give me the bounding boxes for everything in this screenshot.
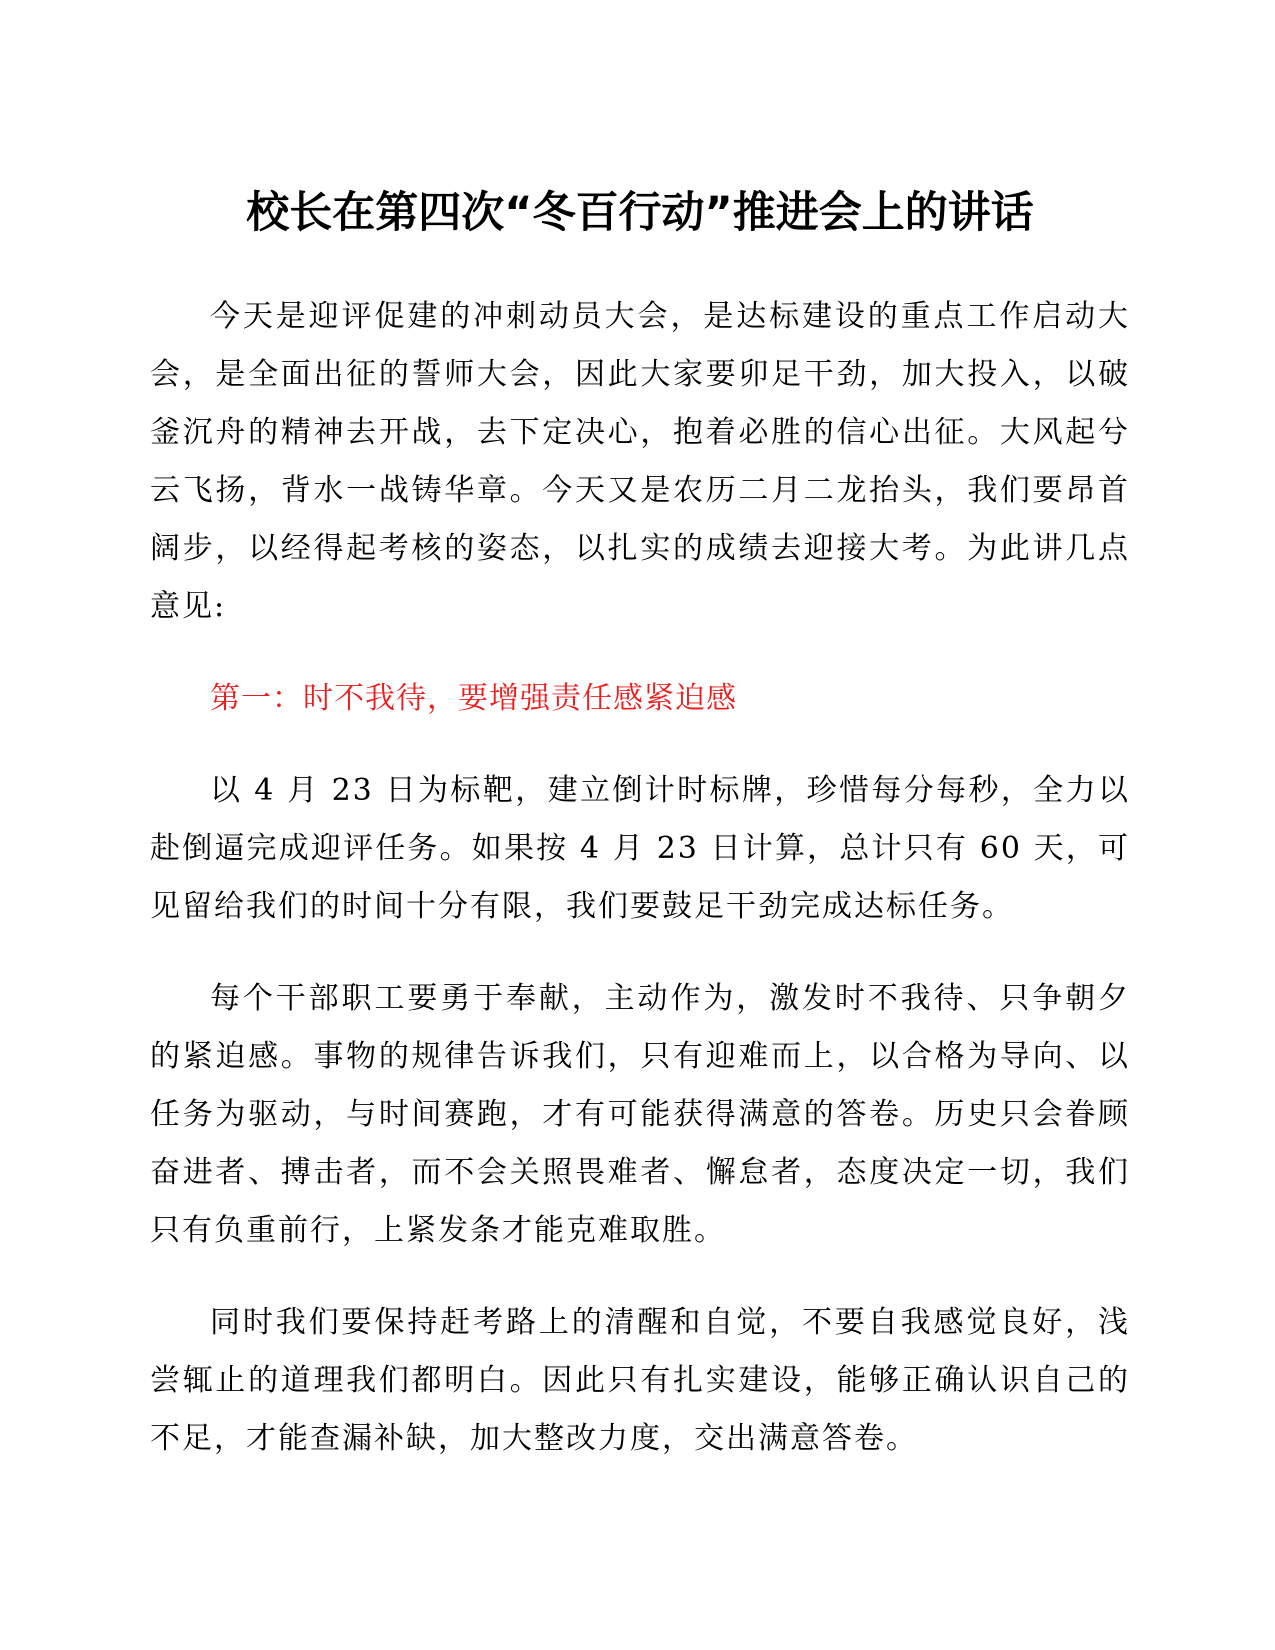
spacer bbox=[150, 636, 1130, 670]
document-body bbox=[150, 178, 1130, 1468]
paragraph-deadline: 以 4 月 23 日为标靶，建立倒计时标牌，珍惜每分每秒，全力以赴倒逼完成迎评任务。如果按 4 月 23 日计算，总计只有 60 天，可见留给我们的时间十分有限，我们要鼓足干劲完成达标任务。 bbox=[150, 773, 1130, 924]
section-heading: 第一：时不我待，要增强责任感紧迫感 bbox=[210, 681, 737, 716]
document-title: 校长在第四次“冬百行动”推进会上的讲话 bbox=[246, 188, 1034, 238]
spacer bbox=[150, 1260, 1130, 1294]
spacer bbox=[150, 248, 1130, 288]
paragraph-awareness: 同时我们要保持赶考路上的清醒和自觉，不要自我感觉良好，浅尝辄止的道理我们都明白。因此只有扎实建设，能够正确认识自己的不足，才能查漏补缺，加大整改力度，交出满意答卷。 bbox=[150, 1305, 1130, 1456]
spacer bbox=[150, 936, 1130, 970]
spacer bbox=[150, 728, 1130, 762]
paragraph-urgency: 每个干部职工要勇于奉献，主动作为，激发时不我待、只争朝夕的紧迫感。事物的规律告诉我们，只有迎难而上，以合格为导向、以任务为驱动，与时间赛跑，才有可能获得满意的答卷。历史只会眷顾奋进者、搏击者，而不会关照畏难者、懈怠者，态度决定一切，我们只有负重前行，上紧发条才能克难取胜。 bbox=[150, 981, 1130, 1248]
paragraph-intro: 今天是迎评促建的冲刺动员大会，是达标建设的重点工作启动大会，是全面出征的誓师大会，因此大家要卯足干劲，加大投入，以破釜沉舟的精神去开战，去下定决心，抱着必胜的信心出征。大风起兮云飞扬，背水一战铸华章。今天又是农历二月二龙抬头，我们要昂首阔步，以经得起考核的姿态，以扎实的成绩去迎接大考。为此讲几点意见: bbox=[150, 299, 1130, 624]
